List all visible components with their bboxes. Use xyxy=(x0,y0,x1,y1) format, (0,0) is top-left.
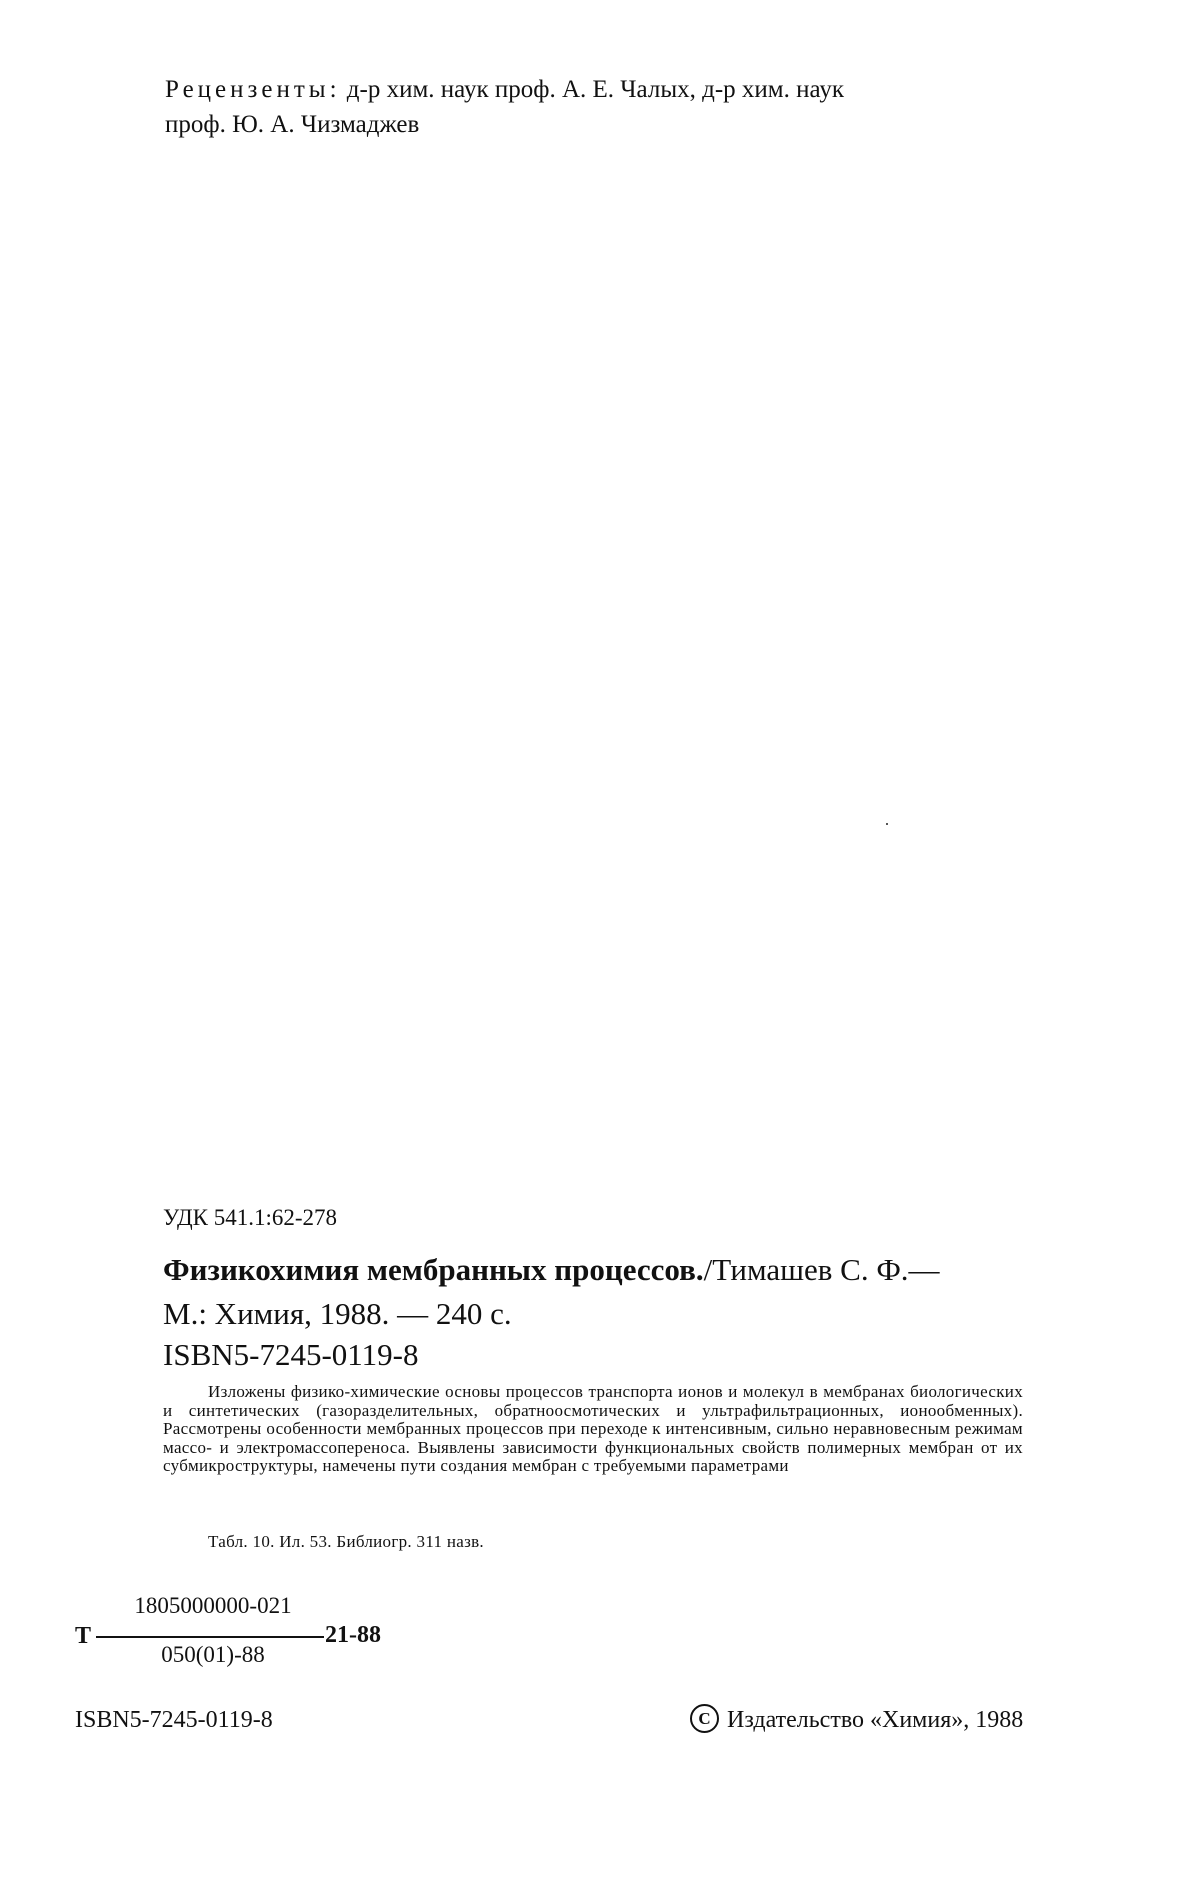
abstract-text: Изложены физико-химические основы процессов транспорта ионов и молекул в мембранах биологических и синтетических (газоразделительных, обратноосмотических и ультрафильтрационных, ионообменных). Рассмотрены особенности мембранных процессов при переходе к интенсивным, сильно неравновесным режимам массо- и электромассопереноса. Выявлены зависимости функциональных свойств полимерных мембран от их субмикроструктуры, намечены пути создания мембран с требуемыми параметрами xyxy=(163,1382,1023,1476)
book-author: /Тимашев С. Ф.— xyxy=(703,1252,940,1287)
reviewers-label: Рецензенты: xyxy=(165,76,341,103)
catalog-code-fraction-line xyxy=(96,1636,324,1638)
book-title: Физикохимия мембранных процессов. xyxy=(163,1252,704,1287)
footer-isbn: ISBN5-7245-0119-8 xyxy=(75,1707,273,1733)
catalog-code-denominator: 050(01)-88 xyxy=(161,1642,265,1667)
reviewers-line-2: проф. Ю. А. Чизмаджев xyxy=(165,111,420,138)
bibliography-publisher: М.: Химия, 1988. — 240 с. xyxy=(163,1296,512,1331)
copyright-icon: С xyxy=(690,1704,719,1733)
reviewers-block xyxy=(165,72,844,142)
bibliography-title-line xyxy=(163,1252,940,1288)
catalog-code-numerator: 1805000000-021 xyxy=(134,1593,292,1618)
reviewers-names-1: д-р хим. наук проф. А. Е. Чалых, д-р хим. наук xyxy=(340,76,844,103)
reviewers-line-1 xyxy=(165,72,844,107)
bibliography-isbn: ISBN5-7245-0119-8 xyxy=(163,1337,419,1372)
copyright-notice xyxy=(690,1707,1023,1736)
copyright-text: Издательство «Химия», 1988 xyxy=(727,1707,1024,1734)
udk-code: УДК 541.1:62-278 xyxy=(163,1205,338,1230)
catalog-code-letter: Т xyxy=(75,1623,92,1649)
catalog-code-suffix: 21-88 xyxy=(325,1622,381,1648)
abstract-tail: Табл. 10. Ил. 53. Библиогр. 311 назв. xyxy=(208,1532,484,1551)
speck-mark xyxy=(886,823,888,825)
